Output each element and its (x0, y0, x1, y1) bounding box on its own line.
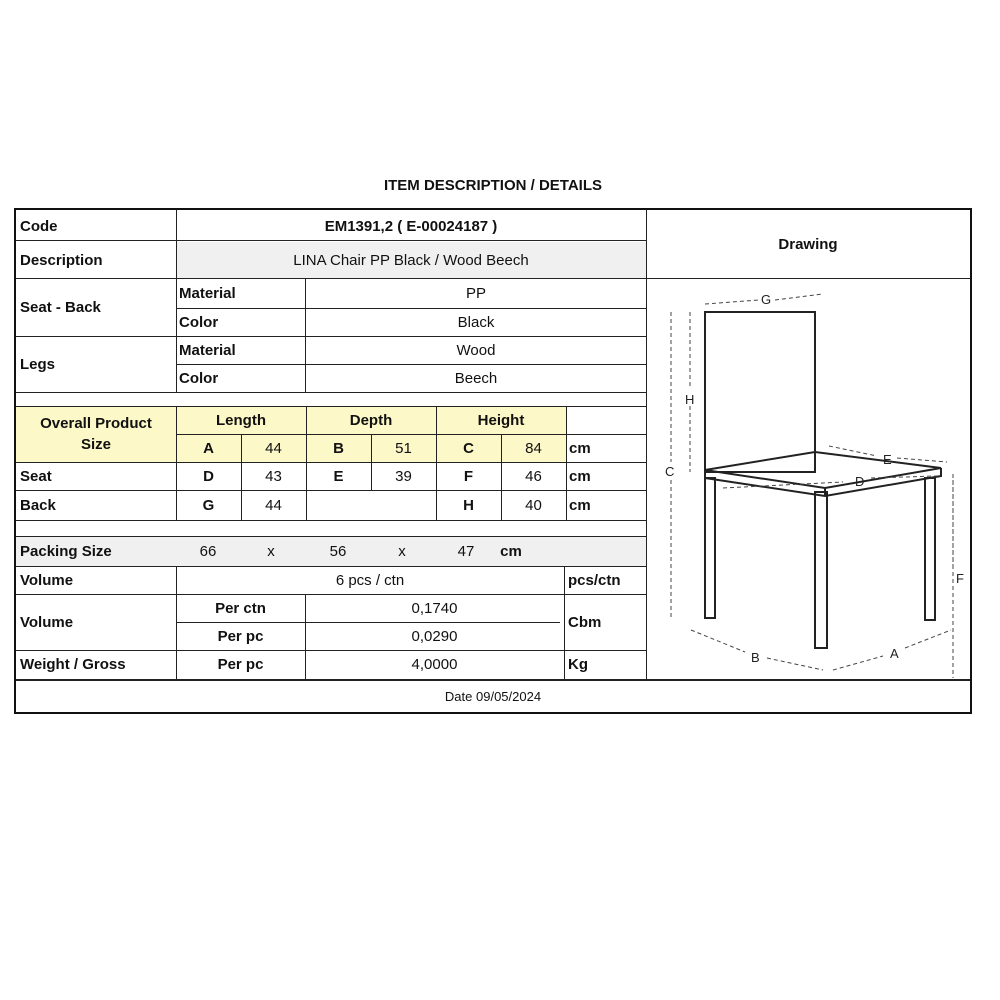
dim-value: 44 (265, 439, 282, 457)
legs-label: Legs (20, 355, 56, 373)
dim-key: C (463, 439, 474, 457)
chair-leg (815, 492, 827, 648)
drawing-label-h: H (685, 392, 695, 407)
details-table (14, 208, 972, 714)
chair-leg (925, 478, 935, 620)
seat-color-value: Black (457, 313, 495, 331)
packing-size-label: Packing Size (20, 542, 112, 560)
dim-value: 46 (525, 467, 542, 485)
drawing-label-f: F (956, 571, 964, 586)
dim-value: 39 (395, 467, 412, 485)
chair-leg (705, 478, 715, 618)
row-divider (16, 392, 646, 393)
dim-key: G (202, 496, 215, 514)
per-pc-label: Per pc (217, 627, 264, 645)
volume-pcs-unit: pcs/ctn (568, 571, 621, 589)
volume-cbm-unit: Cbm (568, 613, 602, 631)
volume-pcs-value: 6 pcs / ctn (335, 571, 405, 589)
dim-key: F (463, 467, 474, 485)
legs-color-value: Beech (454, 369, 498, 387)
per-ctn-label: Per ctn (215, 599, 266, 617)
row-divider (16, 520, 646, 521)
drawing-label-a: A (890, 646, 899, 661)
overall-size-label (16, 406, 176, 462)
packing-height: 47 (457, 542, 475, 560)
seat-material-value: PP (465, 284, 486, 302)
col-divider (566, 406, 567, 520)
legs-material-label: Material (179, 341, 236, 359)
weight-unit: Kg (568, 656, 588, 673)
packing-times: x (398, 542, 406, 560)
date-footer: Date 09/05/2024 (444, 688, 542, 704)
drawing-label-b: B (751, 650, 760, 665)
dim-value: 84 (525, 439, 542, 457)
dim-unit: cm (569, 467, 591, 485)
seat-material-label: Material (179, 284, 236, 302)
length-header: Length (216, 411, 266, 429)
back-dim-label: Back (20, 496, 56, 514)
weight-per-pc-label: Per pc (217, 656, 264, 673)
overall-size-label-line2: Size (80, 436, 111, 453)
packing-width: 56 (329, 542, 347, 560)
drawing-label-c: C (665, 464, 675, 479)
dim-value: 43 (265, 467, 282, 485)
packing-unit: cm (500, 542, 522, 560)
volume-pcs-label: Volume (20, 571, 74, 589)
dim-unit: cm (569, 439, 591, 457)
weight-value: 4,0000 (411, 656, 458, 673)
code-value: EM1391,2 ( E-00024187 ) (324, 217, 498, 235)
page-title: ITEM DESCRIPTION / DETAILS (383, 177, 603, 194)
packing-length: 66 (199, 542, 217, 560)
per-ctn-value: 0,1740 (411, 599, 458, 617)
seat-back-label: Seat - Back (20, 298, 101, 316)
legs-color-label: Color (179, 369, 219, 387)
dim-value: 44 (265, 496, 282, 514)
weight-label: Weight / Gross (20, 656, 126, 673)
drawing-label-d: D (855, 474, 865, 489)
seat-dim-label: Seat (20, 467, 52, 485)
dim-key: B (333, 439, 344, 457)
per-pc-value: 0,0290 (411, 627, 458, 645)
dim-key: H (463, 496, 474, 514)
dim-value: 51 (395, 439, 412, 457)
dim-key: E (333, 467, 344, 485)
volume-cbm-label: Volume (20, 613, 74, 631)
dim-value: 40 (525, 496, 542, 514)
depth-header: Depth (349, 411, 393, 429)
height-header: Height (477, 411, 525, 429)
drawing-header: Drawing (778, 235, 838, 253)
packing-times: x (267, 542, 275, 560)
chair-backrest (705, 312, 815, 472)
drawing-label-g: G (761, 292, 772, 307)
drawing-label-e: E (883, 452, 892, 467)
dim-unit: cm (569, 496, 591, 514)
seat-color-label: Color (179, 313, 219, 331)
description-value: LINA Chair PP Black / Wood Beech (293, 251, 529, 269)
row-divider (16, 240, 646, 241)
description-label: Description (20, 251, 103, 269)
legs-material-value: Wood (456, 341, 496, 359)
col-divider (564, 566, 565, 679)
chair-drawing (647, 280, 969, 678)
dim-key: A (203, 439, 214, 457)
dim-key: D (203, 467, 214, 485)
code-label: Code (20, 217, 58, 235)
overall-size-label-line1: Overall Product (40, 415, 152, 432)
